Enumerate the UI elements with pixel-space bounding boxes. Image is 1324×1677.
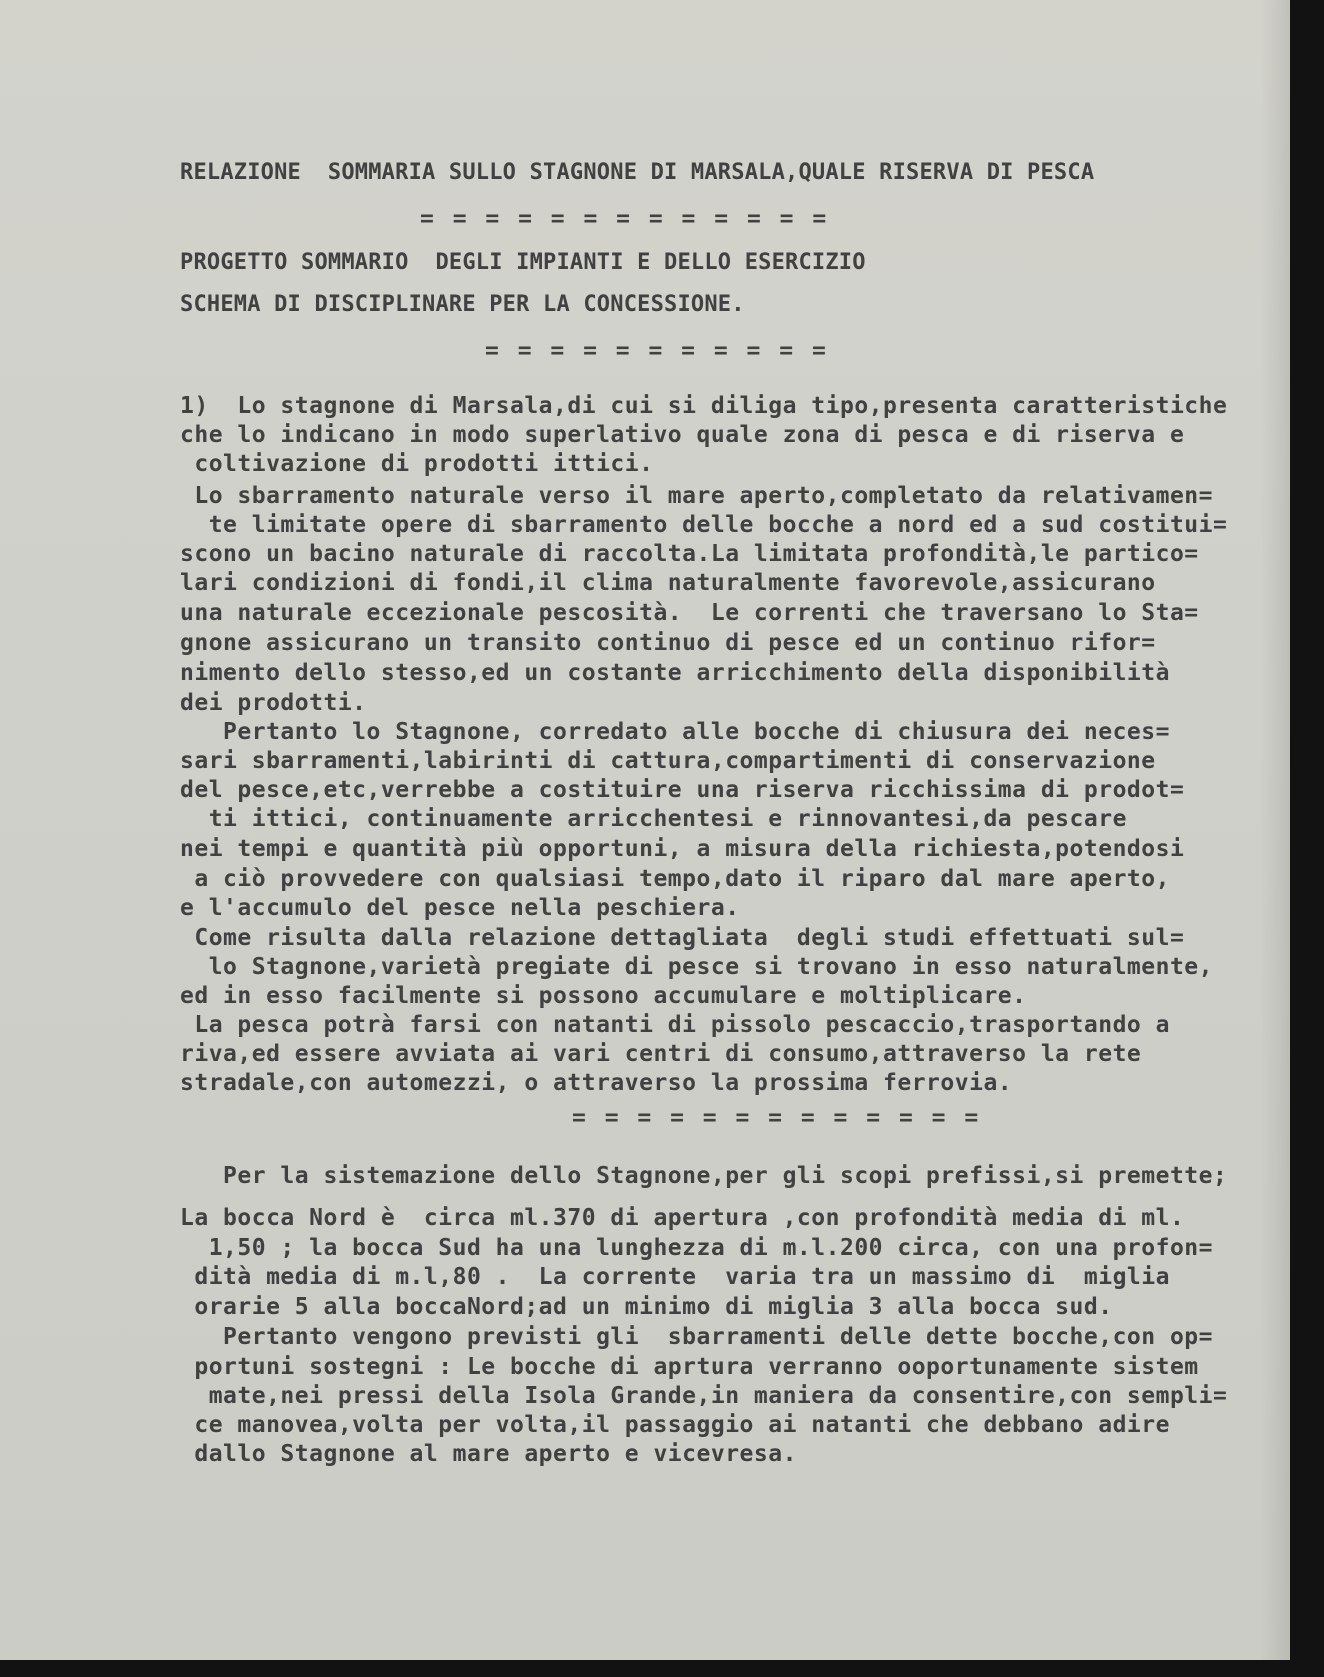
- section-1-line: stradale,con automezzi, o attraverso la prossima ferrovia.: [180, 1070, 1013, 1096]
- section-1-line: del pesce,etc,verrebbe a costituire una riserva ricchissima di prodot=: [180, 777, 1185, 803]
- section-1-line: ti ittici, continuamente arricchentesi e rinnovantesi,da pescare: [180, 806, 1127, 832]
- subtitle-project: PROGETTO SOMMARIO DEGLI IMPIANTI E DELLO ESERCIZIO: [180, 250, 866, 275]
- section-1-line: sari sbarramenti,labirinti di cattura,compartimenti di conservazione: [180, 748, 1156, 774]
- title-separator: = = = = = = = = = = = = =: [420, 206, 829, 232]
- section-1-line: Lo sbarramento naturale verso il mare aperto,completato da relativamen=: [180, 483, 1213, 509]
- section-1-line: gnone assicurano un transito continuo di pesce ed un continuo rifor=: [180, 630, 1156, 656]
- section-1-line: ed in esso facilmente si possono accumulare e moltiplicare.: [180, 983, 1027, 1009]
- section-2-line: portuni sostegni : Le bocche di aprtura verranno ooportunamente sistem: [180, 1354, 1199, 1380]
- section-2-line: La bocca Nord è circa ml.370 di apertura ,con profondità media di ml.: [180, 1205, 1185, 1231]
- section-1-line: a ciò provvedere con qualsiasi tempo,dato il riparo dal mare aperto,: [180, 866, 1170, 892]
- section-2-line: 1,50 ; la bocca Sud ha una lunghezza di m.l.200 circa, con una profon=: [180, 1235, 1213, 1261]
- section-1-line: La pesca potrà farsi con natanti di pissolo pescaccio,trasportando a: [180, 1012, 1170, 1038]
- section-2-line: orarie 5 alla boccaNord;ad un minimo di miglia 3 alla bocca sud.: [180, 1294, 1113, 1320]
- section-1-line: coltivazione di prodotti ittici.: [180, 451, 654, 477]
- section-2-line: ce manovea,volta per volta,il passaggio ai natanti che debbano adire: [180, 1412, 1170, 1438]
- section-1-line: lo Stagnone,varietà pregiate di pesce si trovano in esso naturalmente,: [180, 954, 1213, 980]
- section-1-line: 1) Lo stagnone di Marsala,di cui si diliga tipo,presenta caratteristiche: [180, 393, 1228, 419]
- section-2-line: Pertanto vengono previsti gli sbarramenti delle dette bocche,con op=: [180, 1324, 1213, 1350]
- section-1-line: e l'accumulo del pesce nella peschiera.: [180, 895, 740, 921]
- document-title: RELAZIONE SOMMARIA SULLO STAGNONE DI MARSALA,QUALE RISERVA DI PESCA: [180, 160, 1095, 185]
- section-2-line: mate,nei pressi della Isola Grande,in maniera da consentire,con sempli=: [180, 1383, 1228, 1409]
- section-2-line: Per la sistemazione dello Stagnone,per gli scopi prefissi,si premette;: [180, 1163, 1228, 1189]
- section-2-line: dità media di m.l,80 . La corrente varia tra un massimo di miglia: [180, 1264, 1170, 1290]
- section-1-line: che lo indicano in modo superlativo quale zona di pesca e di riserva e: [180, 422, 1185, 448]
- section-2-line: dallo Stagnone al mare aperto e vicevresa.: [180, 1441, 797, 1467]
- section-1-line: nei tempi e quantità più opportuni, a misura della richiesta,potendosi: [180, 836, 1185, 862]
- subtitle-disciplinare: SCHEMA DI DISCIPLINARE PER LA CONCESSIONE.: [180, 292, 745, 317]
- section-1-line: Come risulta dalla relazione dettagliata degli studi effettuati sul=: [180, 925, 1185, 951]
- section-1-line: una naturale eccezionale pescosità. Le correnti che traversano lo Sta=: [180, 600, 1199, 626]
- section-1-line: dei prodotti.: [180, 690, 367, 716]
- section-1-line: nimento dello stesso,ed un costante arricchimento della disponibilità: [180, 660, 1170, 686]
- section-1-line: scono un bacino naturale di raccolta.La limitata profondità,le partico=: [180, 541, 1199, 567]
- section-1-line: riva,ed essere avviata ai vari centri di consumo,attraverso la rete: [180, 1041, 1142, 1067]
- section-1-line: te limitate opere di sbarramento delle bocche a nord ed a sud costitui=: [180, 512, 1228, 538]
- section-1-line: lari condizioni di fondi,il clima naturalmente favorevole,assicurano: [180, 570, 1156, 596]
- section-1-line: Pertanto lo Stagnone, corredato alle bocche di chiusura dei neces=: [180, 719, 1170, 745]
- section-separator: = = = = = = = = = = = = =: [572, 1105, 981, 1131]
- subtitle-separator: = = = = = = = = = = =: [485, 338, 829, 364]
